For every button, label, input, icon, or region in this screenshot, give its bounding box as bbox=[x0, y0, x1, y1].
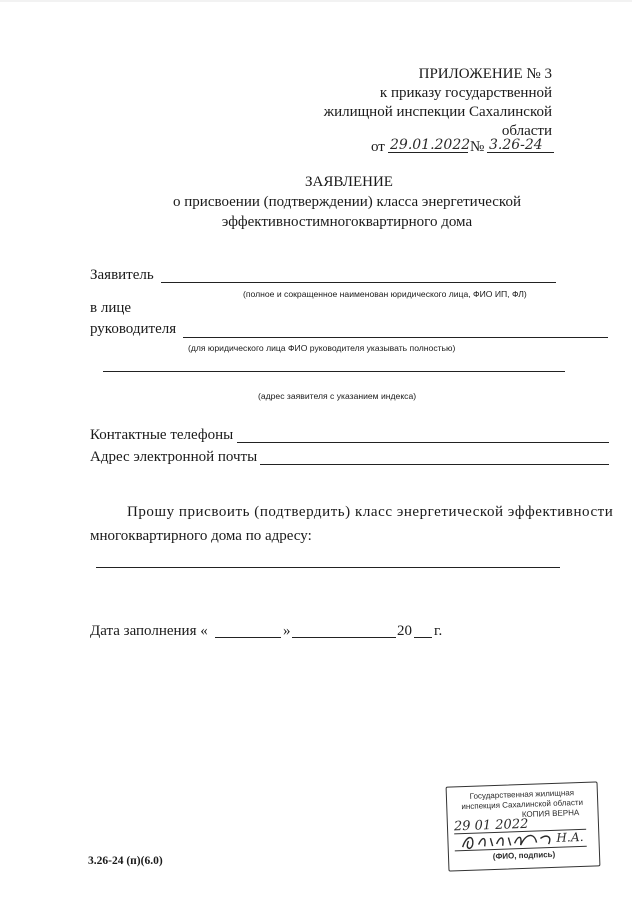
applicant-label: Заявитель bbox=[90, 267, 154, 283]
email-label: Адрес электронной почты bbox=[90, 449, 258, 465]
order-date-handwritten: 29.01.2022 bbox=[390, 137, 471, 153]
house-address-field-line[interactable] bbox=[96, 567, 560, 568]
order-number-label: № bbox=[470, 139, 485, 155]
representative-hint: (для юридического лица ФИО руководителя указывать полностью) bbox=[188, 343, 456, 353]
applicant-field-line[interactable] bbox=[161, 282, 556, 283]
stamp-caption: (ФИО, подпись) bbox=[492, 849, 556, 862]
phones-field-line[interactable] bbox=[237, 442, 609, 443]
scan-edge bbox=[0, 0, 632, 2]
fill-date-quote-close: » bbox=[283, 623, 291, 639]
representative-label-2: руководителя bbox=[90, 321, 177, 337]
fill-date-year-line[interactable] bbox=[414, 637, 432, 638]
address-field-line[interactable] bbox=[103, 371, 565, 372]
stamp-line-2: инспекция Сахалинской области bbox=[461, 797, 584, 812]
certification-stamp bbox=[446, 781, 601, 871]
order-number-underline bbox=[487, 152, 554, 153]
order-from-label: от bbox=[371, 139, 385, 155]
order-line-2: жилищной инспекции Сахалинской bbox=[323, 104, 552, 120]
document-title: ЗАЯВЛЕНИЕ bbox=[305, 174, 393, 190]
applicant-hint: (полное и сокращенное наименован юридического лица, ФИО ИП, ФЛ) bbox=[243, 289, 527, 299]
phones-label: Контактные телефоны bbox=[90, 427, 234, 443]
title-line-1: о присвоении (подтверждении) класса энергетической bbox=[173, 194, 521, 210]
fill-date-month-line[interactable] bbox=[292, 637, 396, 638]
fill-date-label: Дата заполнения « bbox=[90, 623, 208, 639]
stamp-date-handwritten: 29 01 2022 bbox=[453, 816, 529, 835]
address-hint: (адрес заявителя с указанием индекса) bbox=[258, 391, 417, 401]
document-code: 3.26-24 (п)(6.0) bbox=[88, 855, 163, 867]
request-line-1: Прошу присвоить (подтвердить) класс энергетической эффективности bbox=[127, 504, 614, 520]
stamp-line-3: КОПИЯ ВЕРНА bbox=[521, 808, 580, 820]
fill-date-year-prefix: 20 bbox=[397, 623, 412, 639]
email-field-line[interactable] bbox=[260, 464, 609, 465]
representative-field-line[interactable] bbox=[183, 337, 608, 338]
stamp-signature-name: Н.А. bbox=[556, 829, 584, 845]
appendix-number: ПРИЛОЖЕНИЕ № 3 bbox=[418, 66, 552, 82]
order-number-handwritten: 3.26-24 bbox=[489, 137, 543, 153]
order-date-underline bbox=[388, 152, 468, 153]
order-line-1: к приказу государственной bbox=[379, 85, 552, 101]
title-line-2: эффективностимногоквартирного дома bbox=[221, 214, 473, 230]
fill-date-day-line[interactable] bbox=[215, 637, 281, 638]
stamp-line-1: Государственная жилищная bbox=[469, 788, 575, 801]
order-line-3: области bbox=[501, 123, 552, 139]
request-line-2: многоквартирного дома по адресу: bbox=[90, 528, 312, 544]
representative-label-1: в лице bbox=[90, 300, 132, 316]
fill-date-year-suffix: г. bbox=[434, 623, 443, 639]
